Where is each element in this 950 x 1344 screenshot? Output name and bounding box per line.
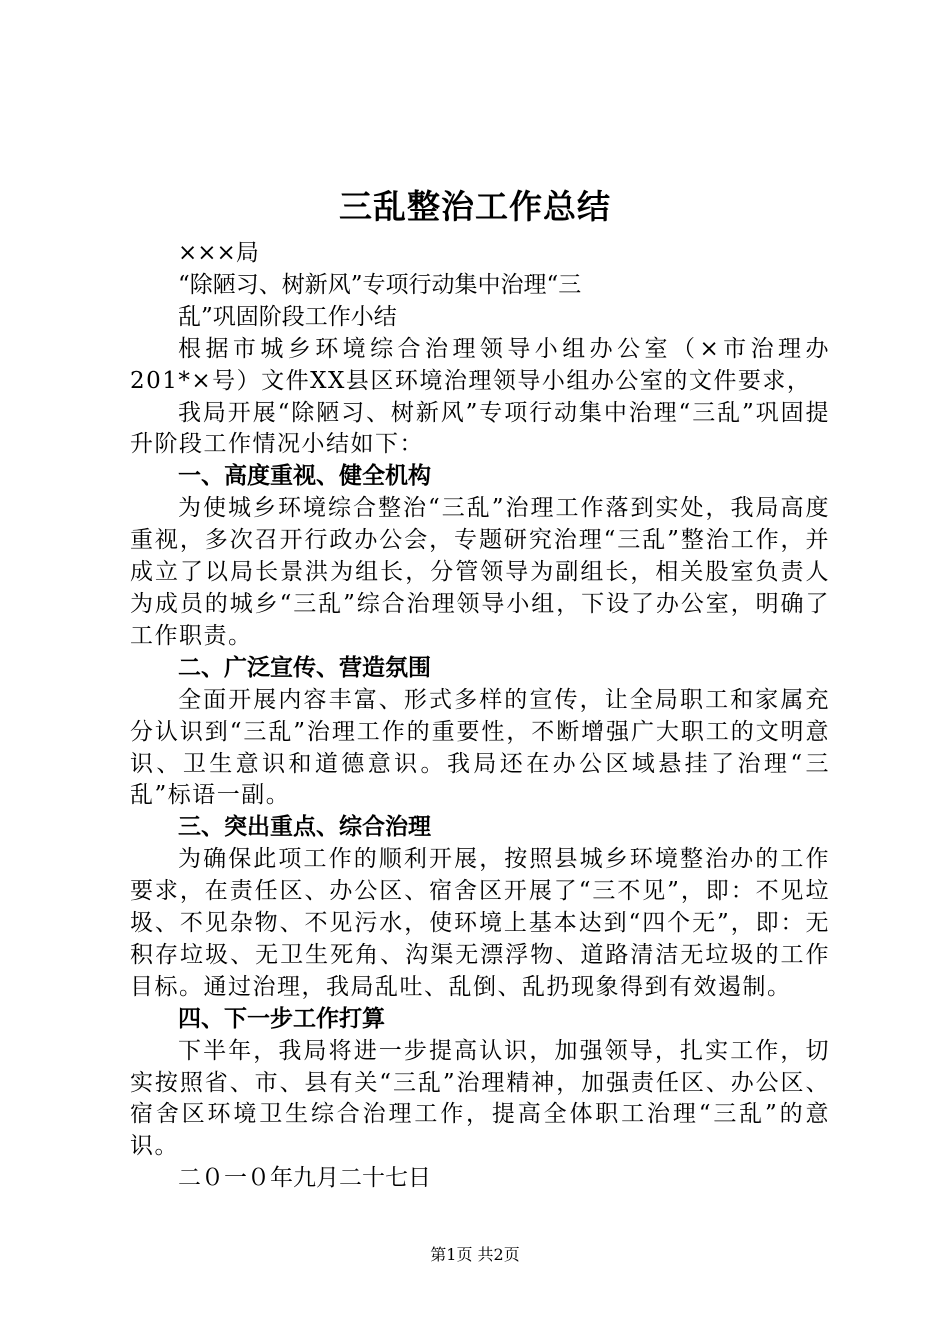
section-text-2: 全面开展内容丰富、形式多样的宣传，让全局职工和家属充分认识到“三乱”治理工作的重要性，不断增强广大职工的文明意识、卫生意识和道德意识。我局还在办公区域悬挂了治理“三乱”标语一副。 <box>130 686 830 809</box>
section-text-3: 为确保此项工作的顺利开展，按照县城乡环境整治办的工作要求，在责任区、办公区、宿舍区开展了“三不见”，即：不见垃圾、不见杂物、不见污水，使环境上基本达到“四个无”，即：无积存垃圾、无卫生死角、沟渠无漂浮物、道路清洁无垃圾的工作目标。通过治理，我局乱吐、乱倒、乱扔现象得到有效遏制。 <box>130 846 830 1000</box>
intro-paragraph-2: 我局开展“除陋习、树新风”专项行动集中治理“三乱”巩固提升阶段工作情况小结如下： <box>130 399 830 458</box>
section-text-1: 为使城乡环境综合整治“三乱”治理工作落到实处，我局高度重视，多次召开行政办公会，专题研究治理“三乱”整治工作，并成立了以局长景洪为组长，分管领导为副组长，相关股室负责人为成员的城乡“三乱”综合治理领导小组，下设了办公室，明确了工作职责。 <box>130 495 830 649</box>
section-heading-2: 二、广泛宣传、营造氛围 <box>178 654 431 681</box>
section-heading-3: 三、突出重点、综合治理 <box>178 814 431 841</box>
section-text-4: 下半年，我局将进一步提高认识，加强领导，扎实工作，切实按照省、市、县有关“三乱”治理精神，加强责任区、办公区、宿舍区环境卫生综合治理工作，提高全体职工治理“三乱”的意识。 <box>130 1037 830 1160</box>
document-title: 三乱整治工作总结 <box>339 187 611 226</box>
section-heading-1: 一、高度重视、健全机构 <box>178 463 431 490</box>
section-heading-4: 四、下一步工作打算 <box>178 1005 385 1032</box>
subtitle-line-1: “除陋习、树新风”专项行动集中治理“三 <box>178 271 582 298</box>
intro-paragraph: 根据市城乡环境综合治理领导小组办公室（×市治理办201*×号）文件XX县区环境治理领导小组办公室的文件要求， <box>130 335 830 394</box>
organization-name: ×××局 <box>178 240 259 266</box>
subtitle-line-2: 乱”巩固阶段工作小结 <box>178 303 397 330</box>
page-footer: 第1页 共2页 <box>430 1245 520 1264</box>
document-date: 二０一０年九月二十七日 <box>178 1165 431 1192</box>
document-body <box>130 238 830 1195</box>
